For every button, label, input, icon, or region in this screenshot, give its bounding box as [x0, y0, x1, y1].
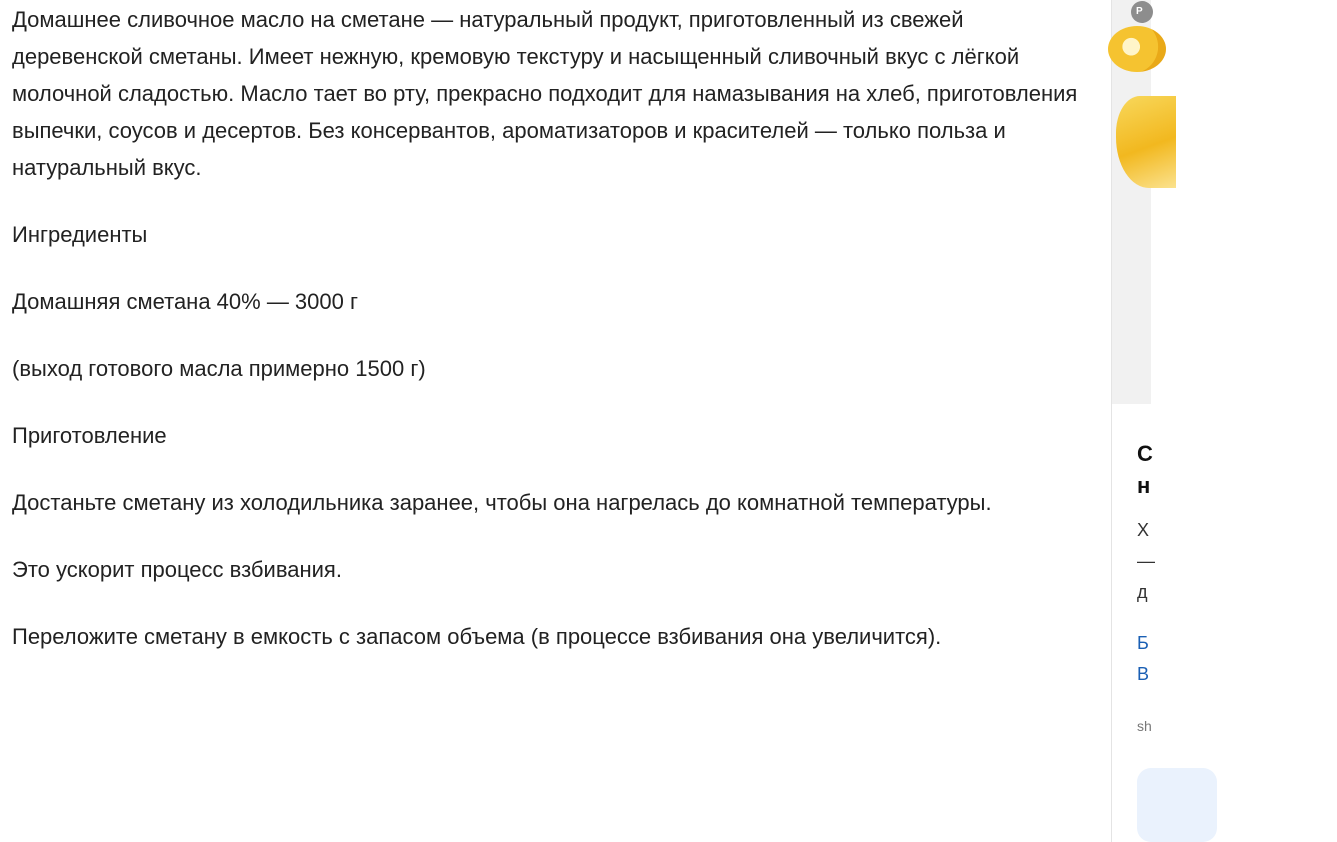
- preparation-step: Переложите сметану в емкость с запасом объема (в процессе взбивания она увеличится).: [12, 624, 942, 649]
- ad-title[interactable]: [1137, 438, 1337, 502]
- yield-note: (выход готового масла примерно 1500 г): [12, 356, 426, 381]
- ad-link-line: В: [1137, 664, 1150, 684]
- ad-link[interactable]: [1137, 628, 1337, 690]
- ad-description-line: —: [1137, 551, 1155, 571]
- ad-title-line: н: [1137, 473, 1151, 498]
- ad-domain: sh: [1137, 718, 1152, 734]
- lemon-slice-image: [1108, 26, 1166, 72]
- advertisement-panel[interactable]: [1111, 0, 1155, 842]
- preparation-step: Достаньте сметану из холодильника заранее, чтобы она нагрелась до комнатной температуры.: [12, 490, 992, 515]
- ad-description: [1137, 515, 1337, 608]
- lemon-image: [1116, 96, 1176, 188]
- ad-description-line: д: [1137, 582, 1148, 602]
- article-intro: Домашнее сливочное масло на сметане — натуральный продукт, приготовленный из свежей деревенской сметаны. Имеет нежную, кремовую текстуру и насыщенный сливочный вкус с лёгкой молочной сладостью. Масло тает во рту, прекрасно подходит для намазывания на хлеб, приготовления выпечки, соусов и десертов. Без консервантов, ароматизаторов и красителей — только польза и натуральный вкус.: [12, 7, 1078, 180]
- preparation-heading: Приготовление: [12, 423, 167, 448]
- ingredients-heading: Ингредиенты: [12, 222, 148, 247]
- article-body: [12, 0, 1082, 655]
- ad-badge-icon: Р: [1131, 1, 1153, 23]
- preparation-step-note: Это ускорит процесс взбивания.: [12, 557, 342, 582]
- ad-action-button[interactable]: [1137, 768, 1217, 842]
- ingredient-item: Домашняя сметана 40% — 3000 г: [12, 289, 359, 314]
- ad-description-line: Х: [1137, 520, 1150, 540]
- ad-image[interactable]: [1112, 0, 1151, 404]
- ad-title-line: С: [1137, 441, 1153, 466]
- ad-link-line: Б: [1137, 633, 1149, 653]
